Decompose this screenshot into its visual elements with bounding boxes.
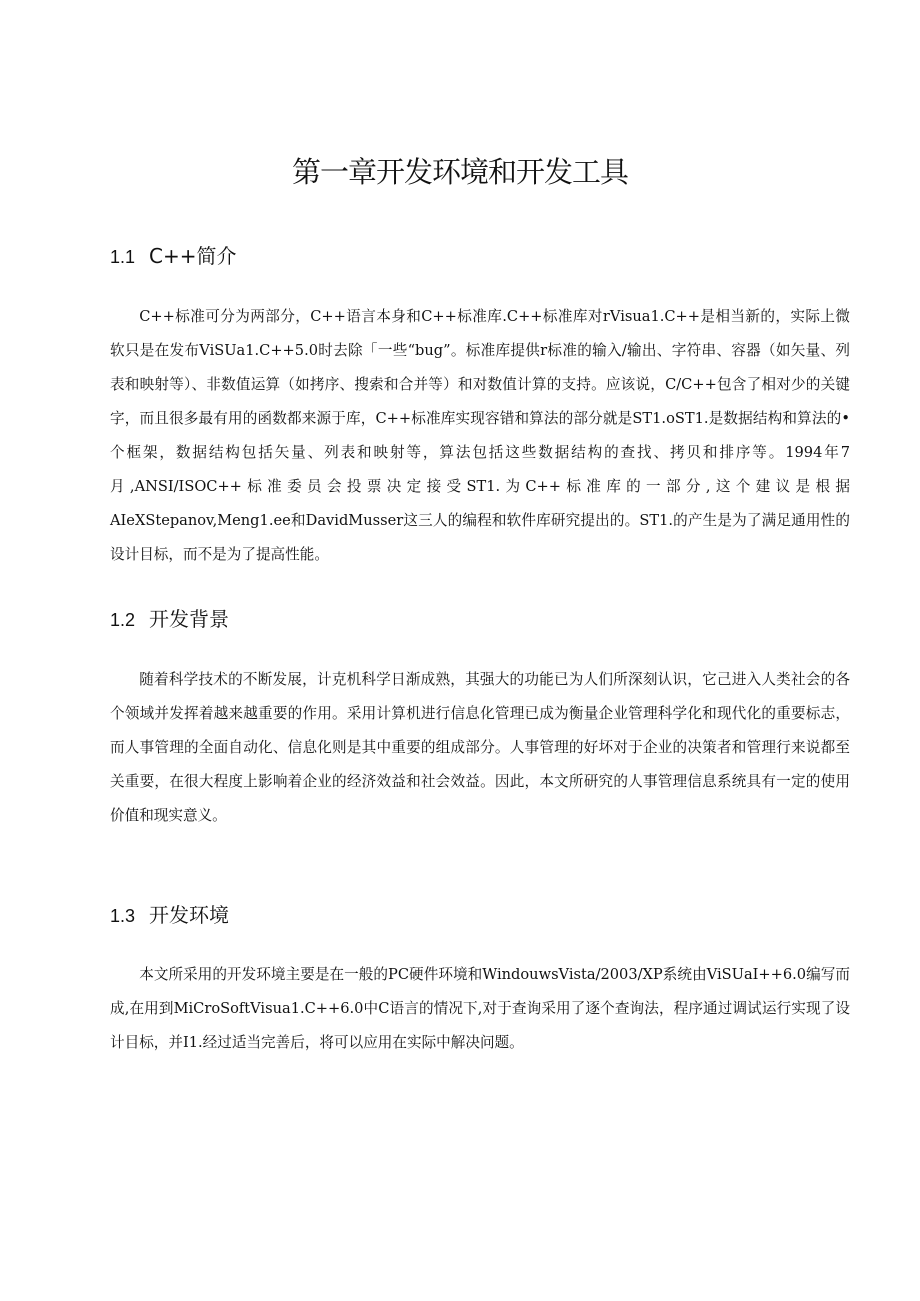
section-title: 开发背景 (149, 607, 230, 631)
section-title: 开发环境 (149, 903, 230, 927)
section-heading-1-1 (110, 240, 237, 269)
section-number: 1.3 (110, 906, 136, 926)
section-paragraph-1-1: C++标准可分为两部分，C++语言本身和C++标准库.C++标准库对rVisua1.C++是相当新的，实际上微软只是在发布ViSUa1.C++5.0时去除「一些“bug”。标准库提供r标准的输入/输出、字符串、容器（如矢量、列表和映射等）、非数值运算（如拷序、搜索和合并等）和对数值计算的支持。应该说，C/C++包含了相对少的关键字，而且很多最有用的函数都来源于库，C++标准库实现容错和算法的部分就是ST1.oST1.是数据结构和算法的•个框架，数据结构包括矢量、列表和映射等，算法包括这些数据结构的查找、拷贝和排序等。1994年7月,ANSI/ISOC++标准委员会投票决定接受ST1.为C++标准库的一部分,这个建议是根据AIeXStepanov,Meng1.ee和DavidMusser这三人的编程和软件库研究提出的。ST1.的产生是为了满足通用性的设计目标，而不是为了提高性能。 (110, 308, 850, 563)
section-number: 1.1 (110, 247, 136, 267)
section-title: C++简介 (149, 244, 237, 268)
section-paragraph-1-2: 随着科学技术的不断发展，计克机科学日渐成熟，其强大的功能已为人们所深刻认识，它己进入人类社会的各个领域并发挥着越来越重要的作用。采用计算机进行信息化管理已成为衡量企业管理科学化和现代化的重要标志，而人事管理的全面自动化、信息化则是其中重要的组成部分。人事管理的好坏对于企业的决策者和管理行来说都至关重要，在很大程度上影响着企业的经济效益和社会效益。因此，本文所研究的人事管理信息系统具有一定的使用价值和现实意义。 (110, 671, 850, 824)
section-heading-1-3 (110, 899, 229, 928)
section-paragraph-1-3: 本文所采用的开发环境主要是在一般的PC硬件环境和WindouwsVista/2003/XP系统由ViSUaI++6.0编写而成,在用到MiCroSoftVisua1.C++6.0中C语言的情况下,对于查询采用了逐个查询法，程序通过调试运行实现了设计目标，并I1.经过适当完善后，将可以应用在实际中解决问题。 (110, 966, 850, 1051)
chapter-title: 第一章开发环境和开发工具 (291, 155, 628, 189)
section-heading-1-2 (110, 603, 229, 632)
section-number: 1.2 (110, 610, 136, 630)
